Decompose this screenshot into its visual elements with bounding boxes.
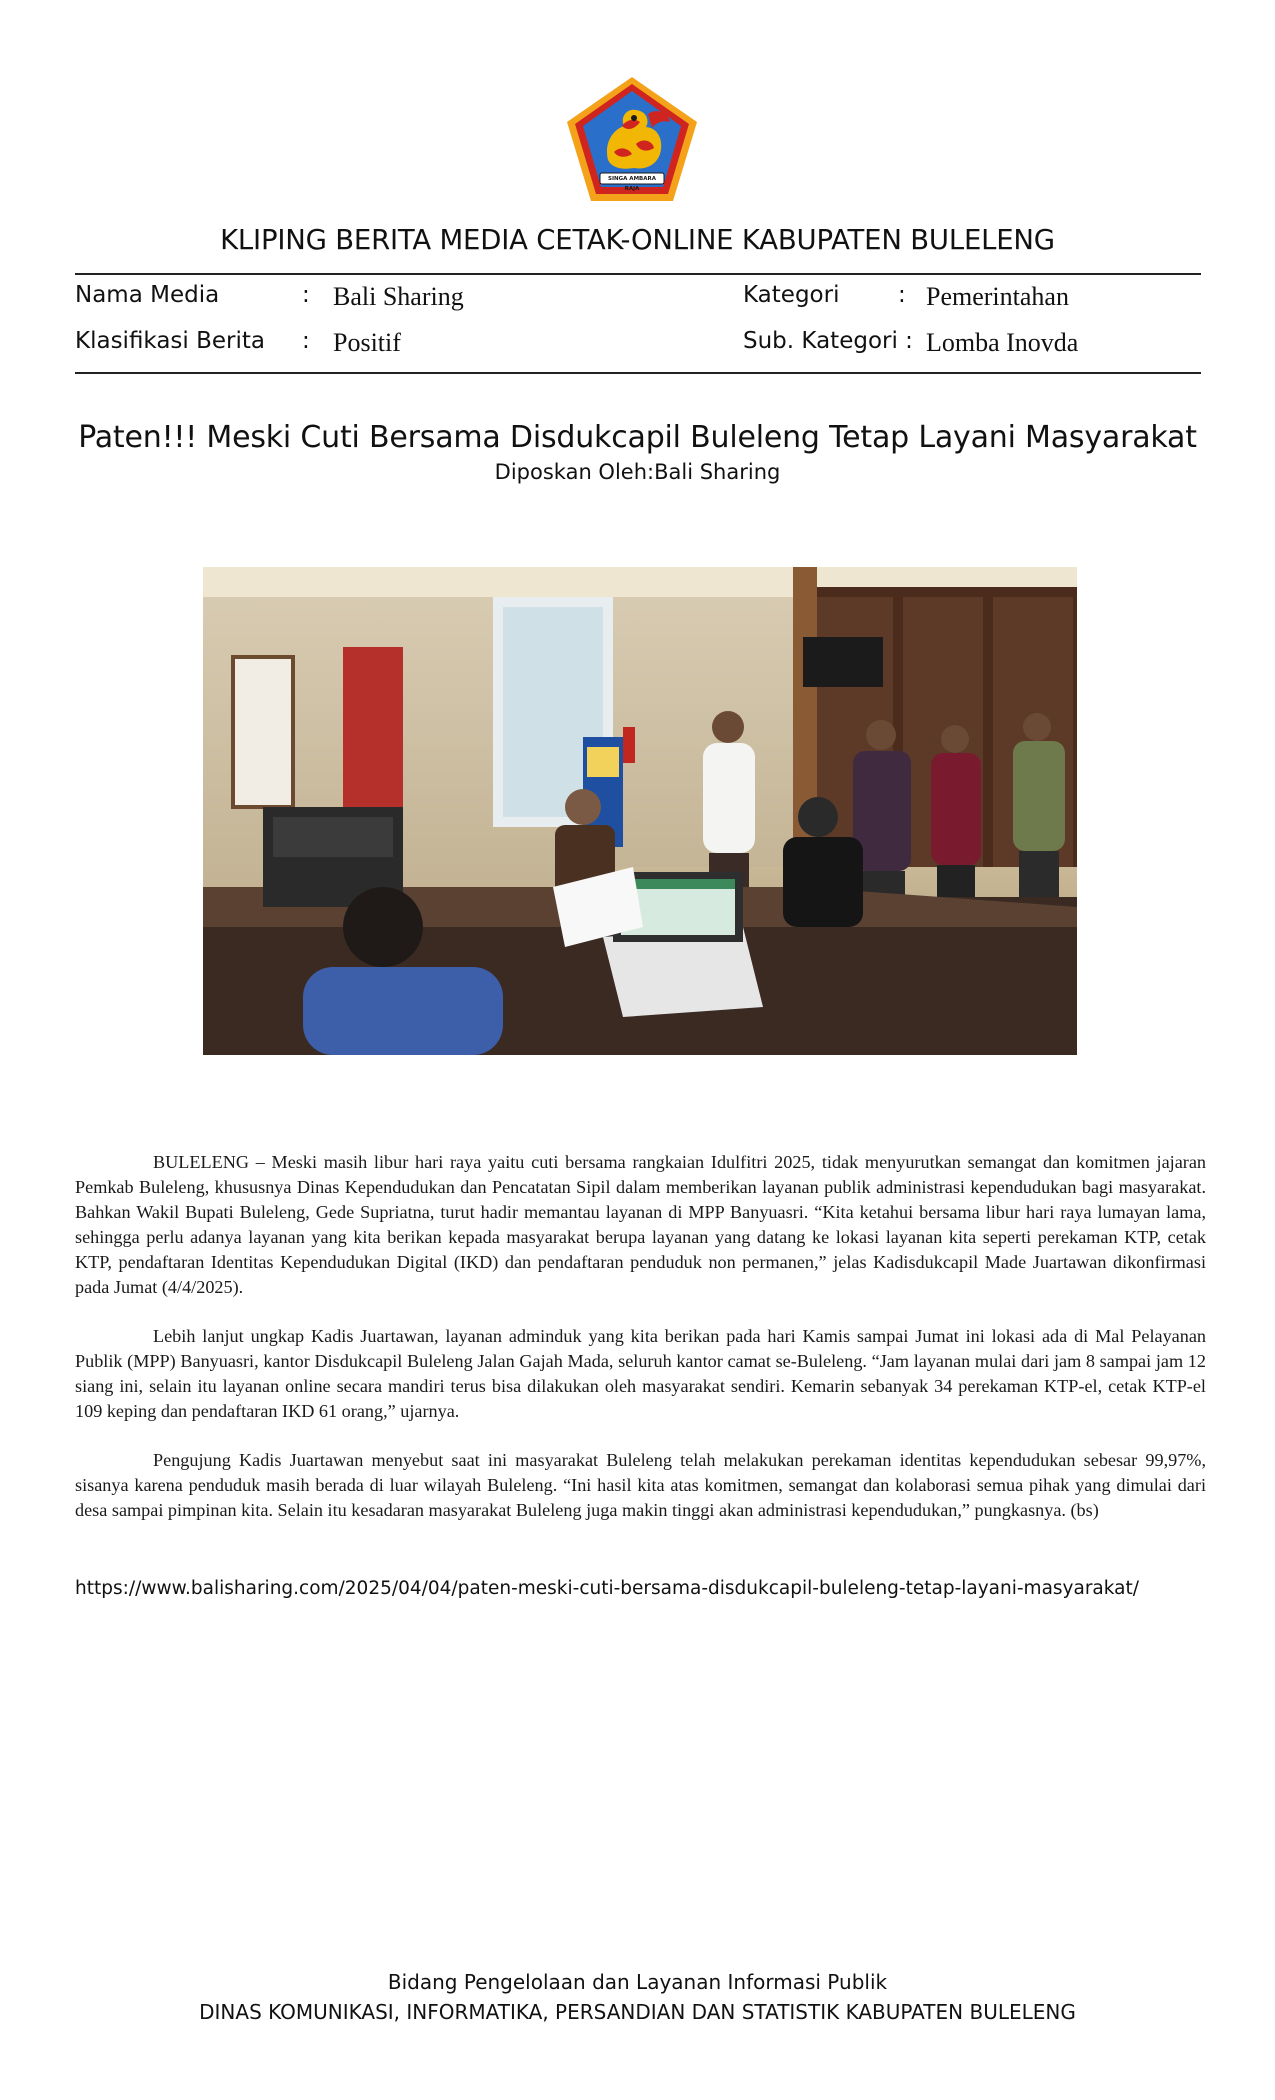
category-label: Kategori — [743, 282, 840, 308]
category-colon: : — [898, 282, 906, 308]
buleleng-regency-emblem-icon — [564, 74, 700, 204]
footer-division: Bidang Pengelolaan dan Layanan Informasi Publik — [387, 1970, 888, 1994]
classification-label: Klasifikasi Berita — [75, 328, 266, 354]
classification-colon: : — [302, 328, 310, 354]
source-link[interactable]: https://www.balisharing.com/2025/04/04/paten-meski-cuti-bersama-disdukcapil-buleleng-tetap-layani-masyarakat/ — [75, 1578, 1139, 1599]
header-divider-top — [75, 273, 1201, 275]
subcategory-value: Lomba Inovda — [926, 328, 1079, 357]
classification-value: Positif — [333, 328, 401, 357]
news-photo — [203, 567, 1077, 1055]
article-paragraph: BULELENG – Meski masih libur hari raya yaitu cuti bersama rangkaian Idulfitri 2025, tidak menyurutkan semangat dan komitmen jajaran Pemkab Buleleng, khususnya Dinas Kependudukan dan Pencatatan Sipil dalam memberikan layanan publik administrasi kependudukan bagi masyarakat. Bahkan Wakil Bupati Buleleng, Gede Supriatna, turut hadir memantau layanan di MPP Banyuasri. “Kita ketahui bersama libur hari raya lumayan lama, sehingga perlu adanya layanan yang kita berikan kepada masyarakat berupa layanan yang datang ke lokasi layanan kita seperti perekaman KTP, cetak KTP, pendaftaran Identitas Kependudukan Digital (IKD) dan pendaftaran penduduk non permanen,” jelas Kadisdukcapil Made Juartawan dikonfirmasi pada Jumat (4/4/2025). — [75, 1152, 1206, 1297]
article-byline: Diposkan Oleh:Bali Sharing — [494, 460, 781, 484]
media-name-colon: : — [302, 282, 310, 308]
header-divider-bottom — [75, 372, 1201, 374]
article-paragraph: Lebih lanjut ungkap Kadis Juartawan, layanan adminduk yang kita berikan pada hari Kamis sampai Jumat ini lokasi ada di Mal Pelayanan Publik (MPP) Banyuasri, kantor Disdukcapil Buleleng Jalan Gajah Mada, seluruh kantor camat se-Buleleng. “Jam layanan mulai dari jam 8 sampai jam 12 siang ini, selain itu layanan online secara mandiri terus bisa dilakukan oleh masyarakat sendiri. Kemarin sebanyak 34 perekaman KTP-el, cetak KTP-el 109 keping dan pendaftaran IKD 61 orang,” ujarnya. — [75, 1326, 1206, 1421]
article-paragraph: Pengujung Kadis Juartawan menyebut saat ini masyarakat Buleleng telah melakukan perekaman identitas kependudukan sebesar 99,97%, sisanya karena penduduk masih berada di luar wilayah Buleleng. “Ini hasil kita atas komitmen, semangat dan kolaborasi semua pihak yang dimulai dari desa sampai pimpinan kita. Selain itu kesadaran masyarakat Buleleng juga makin tinggi akan administrasi kependudukan,” pungkasnya. (bs) — [75, 1450, 1206, 1520]
media-name-label: Nama Media — [75, 282, 220, 308]
document-title: KLIPING BERITA MEDIA CETAK-ONLINE KABUPATEN BULELENG — [220, 224, 1055, 256]
footer-department: DINAS KOMUNIKASI, INFORMATIKA, PERSANDIAN DAN STATISTIK KABUPATEN BULELENG — [199, 2000, 1076, 2024]
subcategory-label: Sub. Kategori : — [743, 328, 913, 354]
article-headline: Paten!!! Meski Cuti Bersama Disdukcapil Buleleng Tetap Layani Masyarakat — [78, 420, 1197, 455]
category-value: Pemerintahan — [926, 282, 1069, 311]
article-body — [75, 1150, 1206, 1547]
media-name-value: Bali Sharing — [333, 282, 464, 311]
logo-motto: SINGA AMBARA RAJA — [608, 176, 656, 192]
